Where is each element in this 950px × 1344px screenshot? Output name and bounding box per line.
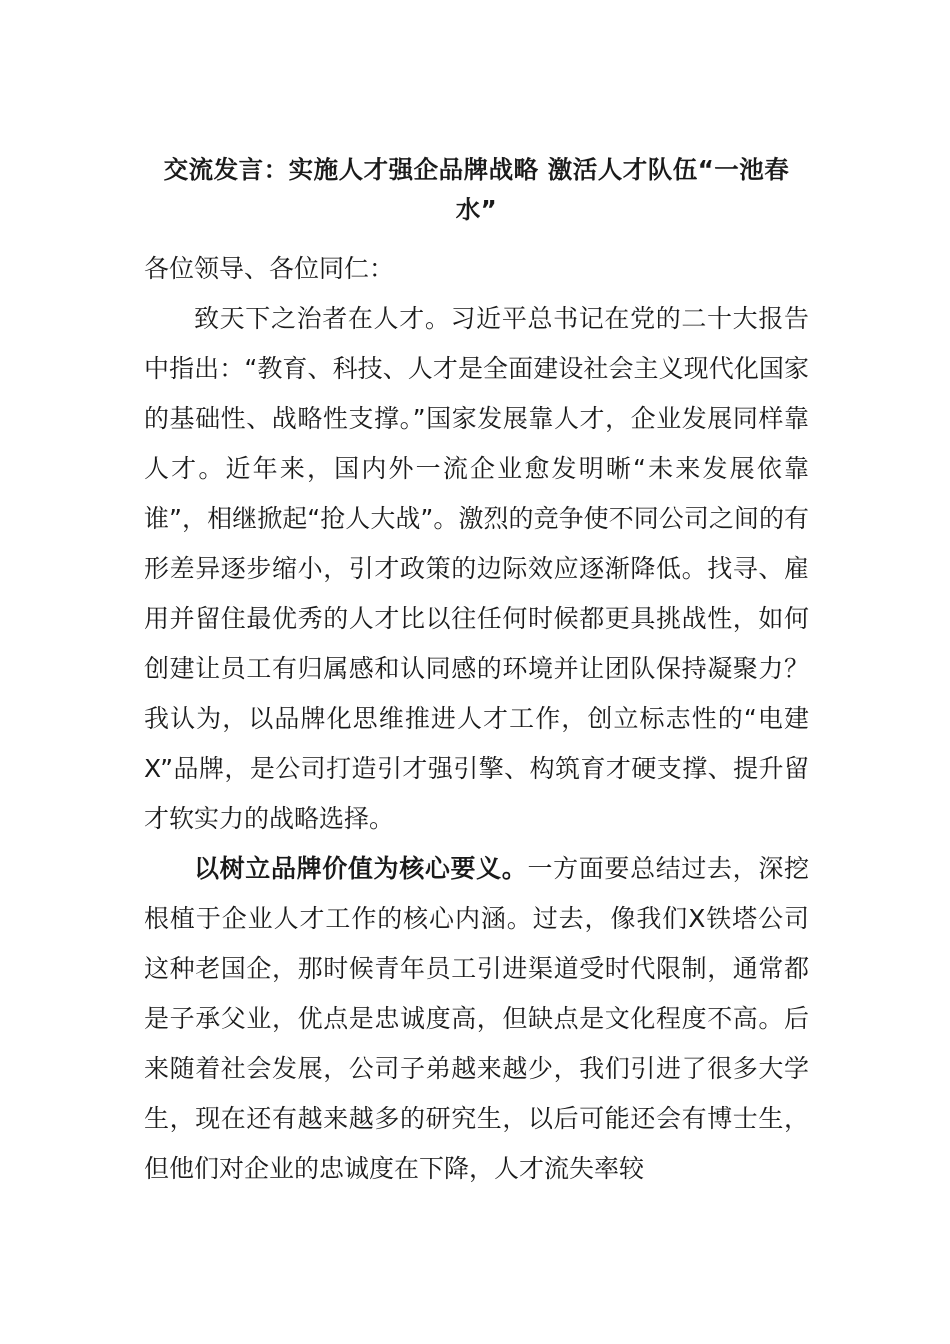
paragraph-2: [144, 844, 809, 1194]
document-page: [144, 150, 809, 1194]
paragraph-1: [144, 294, 809, 844]
paragraph-lead: 以树立品牌价值为核心要义。: [194, 854, 528, 883]
salutation: 各位领导、各位同仁：: [144, 254, 395, 283]
paragraph-text: 致天下之治者在人才。习近平总书记在党的二十大报告中指出：“教育、科技、人才是全面建设社会主义现代化国家的基础性、战略性支撑。”国家发展靠人才，企业发展同样靠人才。近年来，国内外一流企业愈发明晰“未来发展依靠谁”，相继掀起“抢人大战”。激烈的竞争使不同公司之间的有形差异逐步缩小，引才政策的边际效应逐渐降低。找寻、雇用并留住最优秀的人才比以往任何时候都更具挑战性，如何创建让员工有归属感和认同感的环境并让团队保持凝聚力？我认为，以品牌化思维推进人才工作，创立标志性的“电建X”品牌，是公司打造引才强引擎、构筑育才硬支撑、提升留才软实力的战略选择。: [144, 304, 809, 833]
paragraph-text: 一方面要总结过去，深挖根植于企业人才工作的核心内涵。过去，像我们X铁塔公司这种老国企，那时候青年员工引进渠道受时代限制，通常都是子承父业，优点是忠诚度高，但缺点是文化程度不高。后来随着社会发展，公司子弟越来越少，我们引进了很多大学生，现在还有越来越多的研究生，以后可能还会有博士生，但他们对企业的忠诚度在下降，人才流失率较: [144, 854, 809, 1183]
document-title: 交流发言：实施人才强企品牌战略 激活人才队伍“一池春水”: [163, 155, 790, 224]
